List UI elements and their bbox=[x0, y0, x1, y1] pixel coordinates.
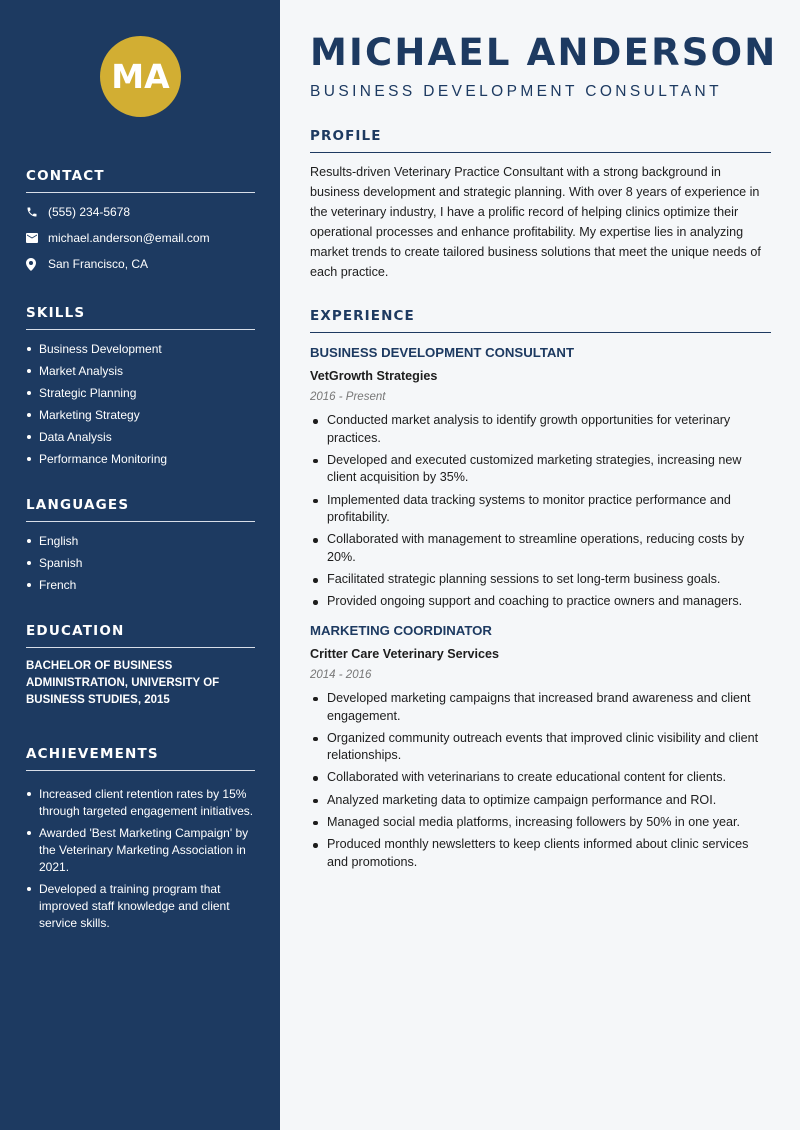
list-item: Developed a training program that improved staff knowledge and client service skills. bbox=[26, 881, 255, 932]
experience-section bbox=[310, 308, 771, 876]
list-item: Performance Monitoring bbox=[26, 451, 255, 467]
achievements-list bbox=[26, 786, 255, 932]
achievements-heading: ACHIEVEMENTS bbox=[26, 746, 255, 771]
location-pin-icon bbox=[26, 258, 48, 271]
list-item: Collaborated with management to streamline operations, reducing costs by 20%. bbox=[310, 531, 771, 566]
list-item: Market Analysis bbox=[26, 363, 255, 379]
list-item: Strategic Planning bbox=[26, 385, 255, 401]
experience-heading: EXPERIENCE bbox=[310, 308, 771, 333]
list-item: French bbox=[26, 577, 255, 593]
sidebar bbox=[0, 0, 280, 1130]
languages-heading: LANGUAGES bbox=[26, 497, 255, 522]
contact-heading: CONTACT bbox=[26, 168, 255, 193]
achievements-section bbox=[26, 746, 255, 937]
phone-icon bbox=[26, 206, 48, 218]
skills-section bbox=[26, 305, 255, 473]
phone-text[interactable]: (555) 234-5678 bbox=[48, 205, 131, 219]
contact-location bbox=[26, 251, 255, 277]
list-item: Spanish bbox=[26, 555, 255, 571]
location-text: San Francisco, CA bbox=[48, 257, 149, 271]
list-item: Produced monthly newsletters to keep clients informed about clinic services and promotions. bbox=[310, 836, 771, 871]
list-item: Developed marketing campaigns that increased brand awareness and client engagement. bbox=[310, 690, 771, 725]
candidate-name: MICHAEL ANDERSON bbox=[310, 31, 778, 74]
list-item: English bbox=[26, 533, 255, 549]
profile-section bbox=[310, 128, 771, 282]
list-item: Analyzed marketing data to optimize campaign performance and ROI. bbox=[310, 792, 771, 810]
company-name: VetGrowth Strategies bbox=[310, 369, 438, 383]
list-item: Organized community outreach events that improved clinic visibility and client relationships. bbox=[310, 730, 771, 765]
profile-text: Results-driven Veterinary Practice Consultant with a strong background in business development and strategic planning. With over 8 years of experience in the veterinary industry, I have a prolific record of helping clinics optimize their operational processes and enhance profitability. My expertise lies in analyzing market trends to create tailored business solutions that meet the unique needs of each practice. bbox=[310, 165, 761, 279]
job-entry bbox=[310, 345, 771, 611]
job-dates: 2016 - Present bbox=[310, 391, 386, 403]
avatar: MA bbox=[100, 36, 181, 117]
company-name: Critter Care Veterinary Services bbox=[310, 646, 500, 661]
skills-list bbox=[26, 341, 255, 467]
job-bullets bbox=[310, 690, 771, 871]
list-item: Marketing Strategy bbox=[26, 407, 255, 423]
job-entry bbox=[310, 623, 771, 871]
job-title: BUSINESS DEVELOPMENT CONSULTANT bbox=[310, 345, 575, 360]
email-icon bbox=[26, 233, 48, 243]
list-item: Developed and executed customized marketing strategies, increasing new client acquisition by 35%. bbox=[310, 452, 771, 487]
education-section bbox=[26, 623, 255, 709]
job-title: MARKETING COORDINATOR bbox=[310, 622, 492, 638]
list-item: Business Development bbox=[26, 341, 255, 357]
job-bullets bbox=[310, 412, 771, 611]
list-item: Conducted market analysis to identify growth opportunities for veterinary practices. bbox=[310, 412, 771, 447]
contact-email bbox=[26, 225, 255, 251]
languages-list bbox=[26, 533, 255, 593]
list-item: Increased client retention rates by 15% through targeted engagement initiatives. bbox=[26, 786, 255, 820]
list-item: Awarded 'Best Marketing Campaign' by the Veterinary Marketing Association in 2021. bbox=[26, 825, 255, 876]
skills-heading: SKILLS bbox=[26, 305, 255, 330]
education-heading: EDUCATION bbox=[26, 623, 255, 648]
list-item: Facilitated strategic planning sessions to set long-term business goals. bbox=[310, 571, 771, 589]
job-dates: 2014 - 2016 bbox=[310, 668, 372, 681]
languages-section bbox=[26, 497, 255, 599]
list-item: Implemented data tracking systems to monitor practice performance and profitability. bbox=[310, 492, 771, 527]
list-item: Provided ongoing support and coaching to practice owners and managers. bbox=[310, 593, 771, 611]
list-item: Collaborated with veterinarians to create educational content for clients. bbox=[310, 769, 771, 787]
contact-phone bbox=[26, 199, 255, 225]
education-entry: BACHELOR OF BUSINESS ADMINISTRATION, UNIVERSITY OF BUSINESS STUDIES, 2015 bbox=[26, 660, 220, 706]
contact-section bbox=[26, 168, 255, 277]
profile-heading: PROFILE bbox=[310, 128, 771, 153]
candidate-title: BUSINESS DEVELOPMENT CONSULTANT bbox=[310, 83, 723, 100]
list-item: Managed social media platforms, increasing followers by 50% in one year. bbox=[310, 814, 771, 832]
email-text[interactable]: michael.anderson@email.com bbox=[48, 231, 210, 245]
list-item: Data Analysis bbox=[26, 429, 255, 445]
